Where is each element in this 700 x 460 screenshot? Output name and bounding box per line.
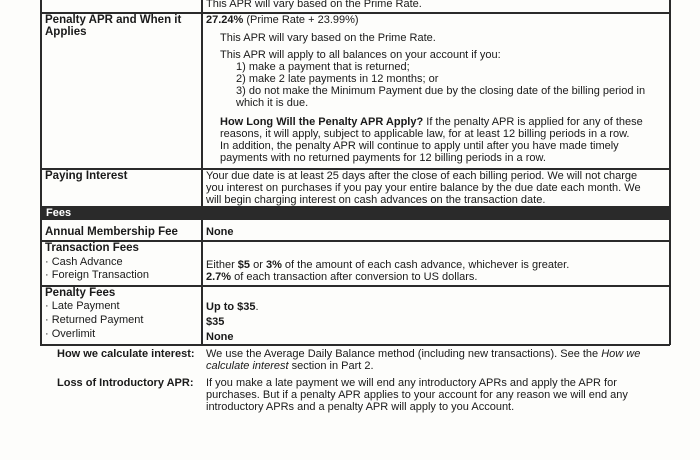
penalty-rate-note: (Prime Rate + 23.99%) [243,14,359,26]
how-long-text: If the penalty APR is applied for any of these [423,116,643,128]
cash-mid: or [250,259,266,271]
annual-fee-value: None [206,226,234,238]
cash-post: of the amount of each cash advance, whichever is greater. [281,259,570,271]
paying-interest-line: will begin charging interest on cash advances on the transaction date. [206,194,546,206]
penalty-fees-label: Penalty Fees [45,287,116,299]
annual-fee-label: Annual Membership Fee [45,226,178,238]
overlimit-text: Overlimit [51,328,96,340]
how-long-line1 [220,116,643,129]
prime-rate-note: This APR will vary based on the Prime Rate. [206,0,422,10]
cash-advance-label: · Cash Advance [45,256,123,268]
returned-payment-text: Returned Payment [51,314,144,326]
how-long-line4: payments with no returned payments for 12 billing periods in a row. [220,152,546,164]
penalty-apr-label-line1: Penalty APR and When it [45,14,182,26]
calc-text: We use the Average Daily Balance method (including new transactions). See the [206,348,602,360]
cash-advance-text: Cash Advance [51,256,123,268]
calc-interest-line1 [206,348,640,361]
fees-header-text: Fees [46,207,72,219]
penalty-apr-label-line2: Applies [45,26,87,38]
penalty-intro-text: This APR will apply to all balances on your account if you: [220,49,501,61]
foreign-transaction-text: Foreign Transaction [51,269,149,281]
loss-intro-line: purchases. But if a penalty APR applies to your account for any reason we will end any [206,389,628,401]
calc-interest-line2 [206,360,374,373]
how-long-line2: reasons, it will apply, subject to applicable law, for at least 12 billing periods in a row. [220,128,630,140]
penalty-condition: 2) make 2 late payments in 12 months; or [236,73,439,85]
table-bottom-border [40,344,670,346]
calc-ref-part2: calculate interest [206,360,289,372]
penalty-condition: 3) do not make the Minimum Payment due by the closing date of the billing period in [236,85,646,97]
foreign-pct: 2.7% [206,271,232,283]
loss-intro-line: introductory APRs and a penalty APR will apply to you Account. [206,401,515,413]
penalty-condition: 1) make a payment that is returned; [236,61,410,73]
cash-amount-flat: $5 [237,259,251,271]
paying-interest-label: Paying Interest [45,170,128,182]
foreign-transaction-label: · Foreign Transaction [45,269,149,281]
late-payment-text: Late Payment [51,300,120,312]
row-divider [40,285,670,287]
penalty-condition: which it is due. [236,97,309,109]
returned-payment-label: · Returned Payment [45,314,144,326]
late-payment-value [206,301,259,314]
returned-payment-value: $35 [206,316,225,328]
table-column-divider [201,0,203,345]
table-right-border [669,0,671,345]
fees-section-header [40,206,670,220]
calc-ref-part1: How we [601,348,641,360]
penalty-apr-rate [206,14,359,27]
paying-interest-line: you interest on purchases if you pay your entire balance by the due date each month. We [206,182,641,194]
loss-intro-apr-label: Loss of Introductory APR: [57,377,194,389]
cash-amount-pct: 3% [265,259,282,271]
foreign-transaction-value [206,271,477,284]
overlimit-label: · Overlimit [45,328,96,340]
paying-interest-line: Your due date is at least 25 days after the close of each billing period. We will not charge [206,170,638,182]
late-amount: $35 [237,301,256,313]
cash-pre: Either [206,259,238,271]
how-long-question: How Long Will the Penalty APR Apply? [220,116,424,128]
table-left-border [40,0,42,345]
late-payment-label: · Late Payment [45,300,120,312]
cash-advance-value [206,259,569,272]
late-pre: Up to [206,301,238,313]
penalty-rate-value: 27.24% [206,14,244,26]
penalty-vary-text: This APR will vary based on the Prime Rate. [220,32,436,44]
calc-interest-label: How we calculate interest: [57,348,195,360]
late-post: . [255,301,259,313]
foreign-post: of each transaction after conversion to US dollars. [231,271,478,283]
calc-post: section in Part 2. [288,360,374,372]
overlimit-value: None [206,331,234,343]
loss-intro-line: If you make a late payment we will end any introductory APRs and apply the APR for [206,377,617,389]
transaction-fees-label: Transaction Fees [45,242,139,254]
how-long-line3: In addition, the penalty APR will continue to apply until after you have made timely [220,140,619,152]
